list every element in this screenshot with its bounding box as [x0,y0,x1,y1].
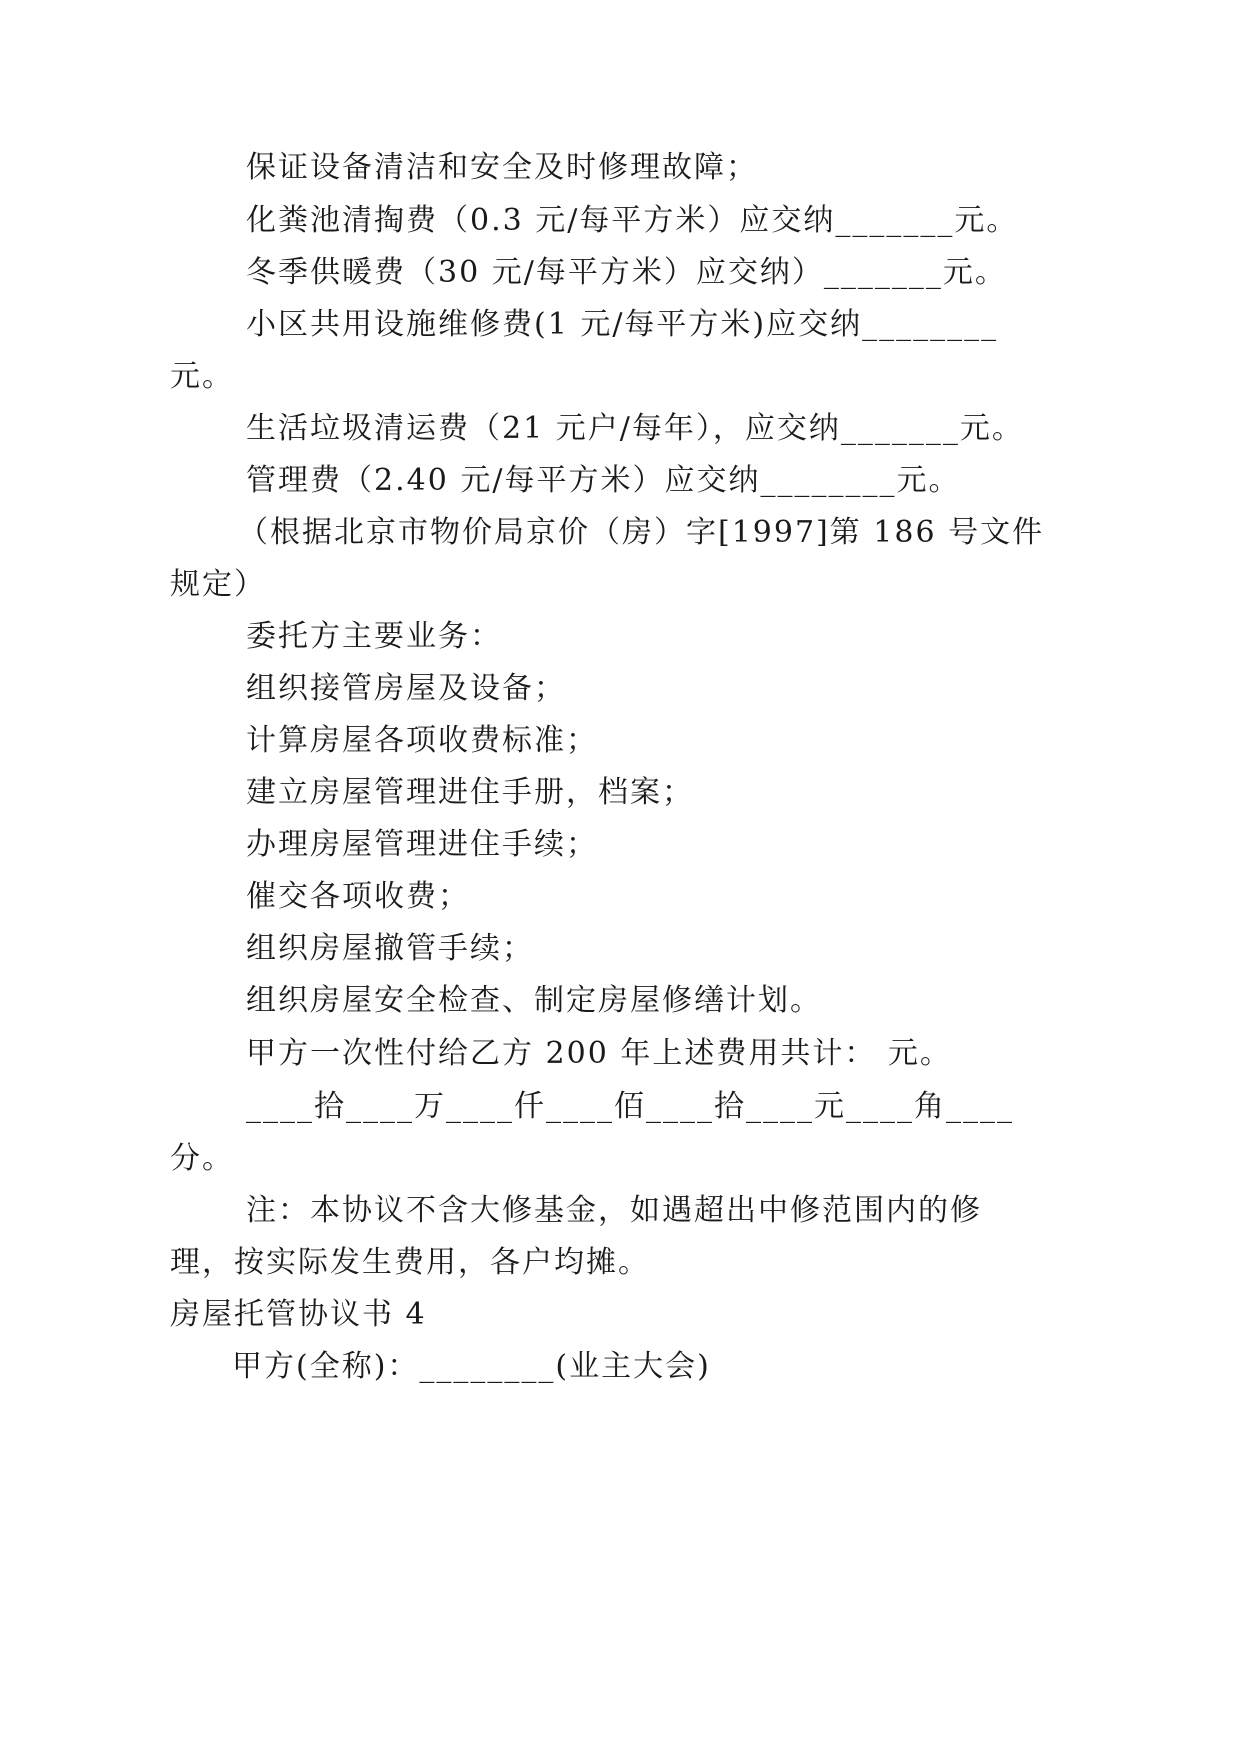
section-heading: 房屋托管协议书 4 [170,1297,427,1332]
text-line-14: 办理房屋管理进住手续； [246,827,598,862]
text-line-12: 计算房屋各项收费标准； [246,723,598,758]
text-line-10: 委托方主要业务： [246,619,502,654]
text-line-21: 注：本协议不含大修基金，如遇超出中修范围内的修 [246,1193,982,1228]
text-line-15: 催交各项收费； [246,879,470,914]
text-line-6: 生活垃圾清运费（21 元户/每年），应交纳_______元。 [246,411,1024,446]
text-line-9: 规定） [170,567,266,602]
text-line-11: 组织接管房屋及设备； [246,671,566,706]
text-line-16: 组织房屋撤管手续； [246,931,534,966]
text-line-8: （根据北京市物价局京价（房）字[1997]第 186 号文件 [238,515,1045,550]
text-line-18: 甲方一次性付给乙方 200 年上述费用共计： 元。 [246,1036,952,1071]
text-line-3: 冬季供暖费（30 元/每平方米）应交纳）_______元。 [246,255,1007,290]
text-line-24: 甲方(全称)：________(业主大会) [232,1349,711,1384]
text-line-2: 化粪池清掏费（0.3 元/每平方米）应交纳_______元。 [246,203,1019,238]
text-line-1: 保证设备清洁和安全及时修理故障； [246,150,758,185]
text-line-20: 分。 [170,1141,234,1176]
text-line-13: 建立房屋管理进住手册，档案； [246,775,694,810]
text-line-5: 元。 [170,359,234,394]
text-line-17: 组织房屋安全检查、制定房屋修缮计划。 [246,983,822,1018]
text-line-19: ____拾____万____仟____佰____拾____元____角____ [246,1089,1014,1124]
text-line-7: 管理费（2.40 元/每平方米）应交纳________元。 [246,463,961,498]
text-line-22: 理，按实际发生费用，各户均摊。 [170,1245,650,1280]
text-line-4: 小区共用设施维修费(1 元/每平方米)应交纳________ [246,307,999,342]
